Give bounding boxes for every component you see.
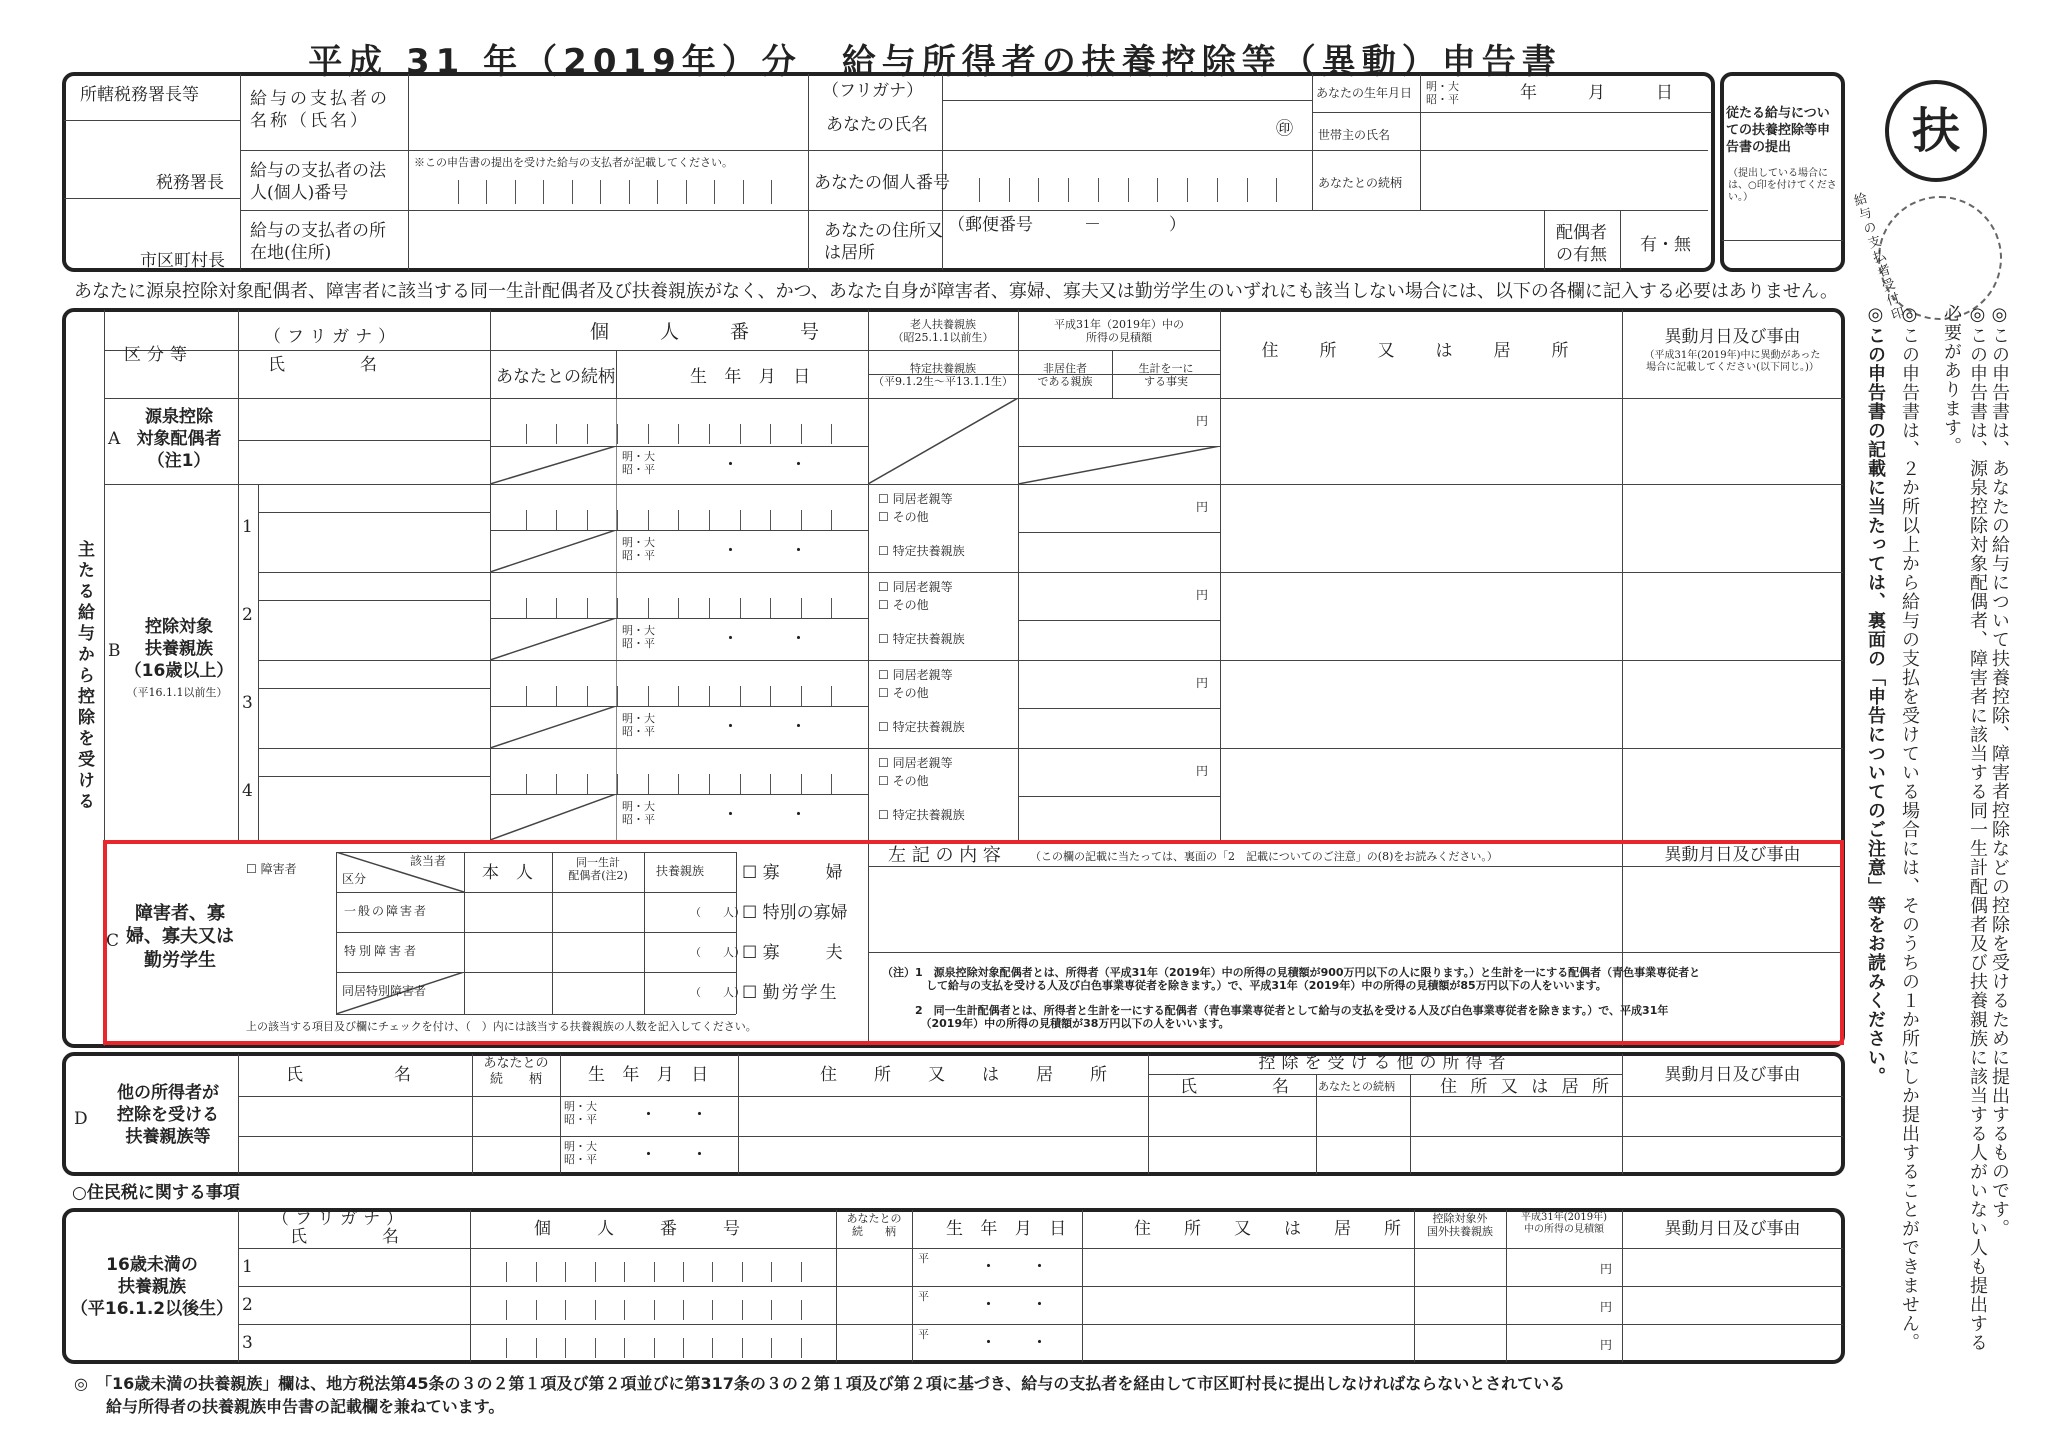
b2-specific[interactable]: ☐ 特定扶養親族 — [878, 632, 965, 646]
postal-code[interactable]: （郵便番号 － ） — [948, 215, 1186, 235]
birthday-ymd[interactable]: 年 月 日 — [1520, 83, 1673, 103]
d-date-1[interactable]: ・ ・ — [640, 1105, 708, 1125]
d-address: 住 所 又 は 居 所 — [820, 1065, 1117, 1085]
b4-date[interactable]: ・ ・ — [722, 805, 807, 825]
b3-other[interactable]: ☐ その他 — [878, 686, 929, 700]
b3-number[interactable] — [496, 686, 862, 706]
rt-number-2[interactable] — [478, 1300, 830, 1320]
c-note1: （注）1 源泉控除対象配偶者とは、所得者（平成31年（2019年）中の所得の見積額が900万円以下の人に限ります。）と生計を一にする配偶者（青色事業専従者と して給与の支払を受ける人及び白色事業専従者を除きます。）で、平成31年（2019年）中の所得の見積額が85万円以下の人をいいます。 — [882, 966, 1701, 993]
d-era-1[interactable]: 明・大 昭・平 — [564, 1100, 597, 1127]
col-birth: 生 年 月 日 — [690, 367, 817, 387]
b1-number[interactable] — [496, 510, 862, 530]
col-name: 氏 名 — [268, 355, 383, 375]
c-student[interactable]: ☐ 勤労学生 — [742, 983, 839, 1003]
c-note2: 2 同一生計配偶者とは、所得者と生計を一にする配偶者（青色事業専従者として給与の支払を受ける人及び白色事業専従者を除きます。）で、平成31年 （2019年）中の所得の見積額が38万円以下の人をいいます。 — [914, 1004, 1669, 1031]
your-address-label: あなたの住所又は居所 — [824, 221, 943, 264]
right-note-4: ◎この申告書の記載に当たっては、裏面の「申告についてのご注意」等をお読みください。 — [1865, 304, 1886, 1086]
row-a-letter: A — [108, 429, 121, 449]
rt-relation: あなたとの 続 柄 — [846, 1212, 902, 1239]
seal-mark: ㊞ — [1276, 119, 1293, 139]
highlight-frame — [103, 840, 1844, 1045]
b3-yen: 円 — [1196, 676, 1209, 690]
b3-elder[interactable]: ☐ 同居老親等 — [878, 668, 953, 682]
form-type-stamp: 扶 — [1885, 80, 1987, 182]
c-content-note: （この欄の記載に当たっては、裏面の「2 記載についてのご注意」の(8)をお読みください。） — [1030, 850, 1498, 863]
rt-row-2: 2 — [242, 1295, 253, 1315]
rt-row-3: 3 — [242, 1333, 253, 1353]
notice-top: あなたに源泉控除対象配偶者、障害者に該当する同一生計配偶者及び扶養親族がなく、かつ、あなた自身が障害者、寡婦、寡夫又は勤労学生のいずれにも該当しない場合には、以下の各欄に記入する必要はありません。 — [74, 281, 1838, 302]
col-elder: 老人扶養親族 （昭25.1.1以前生） — [892, 318, 994, 345]
era-select[interactable]: 明・大 昭・平 — [1426, 80, 1459, 107]
b-row-num-3: 3 — [242, 693, 253, 713]
rt-change: 異動月日及び事由 — [1664, 1219, 1801, 1239]
b1-elder[interactable]: ☐ 同居老親等 — [878, 492, 953, 506]
col-number: 個 人 番 号 — [590, 321, 836, 343]
householder-label: 世帯主の氏名 — [1318, 128, 1391, 142]
rt-era-1: 平 — [918, 1252, 929, 1265]
secondary-salary-note: （提出している場合には、○印を付けてください。） — [1728, 168, 1837, 203]
d-other-relation: あなたとの続柄 — [1318, 1080, 1395, 1093]
b3-specific[interactable]: ☐ 特定扶養親族 — [878, 720, 965, 734]
payer-number-boxes[interactable] — [430, 180, 800, 204]
d-other-address: 住 所 又 は 居 所 — [1440, 1077, 1614, 1097]
rt-date-1[interactable]: ・ ・ — [980, 1257, 1048, 1277]
row-a-yen: 円 — [1196, 414, 1209, 428]
rt-yen-1: 円 — [1600, 1262, 1613, 1276]
rt-address: 住 所 又 は 居 所 — [1134, 1219, 1409, 1239]
b4-era[interactable]: 明・大 昭・平 — [622, 800, 655, 827]
b1-date[interactable]: ・ ・ — [722, 541, 807, 561]
d-other-earner: 控除を受ける他の所得者 — [1258, 1053, 1512, 1073]
col-specific: 特定扶養親族 （平9.1.2生～平13.1.1生） — [873, 362, 1013, 389]
city-suffix: 市区町村長 — [140, 251, 225, 271]
c-persons-1[interactable]: （ 人） — [690, 906, 745, 919]
c-footer: 上の該当する項目及び欄にチェックを付け、（ ）内には該当する扶養親族の人数を記入してください。 — [246, 1020, 757, 1033]
row-a-era[interactable]: 明・大 昭・平 — [622, 450, 655, 477]
relation-label: あなたとの続柄 — [1318, 176, 1403, 190]
section-c-letter: C — [106, 931, 120, 951]
row-b-letter: B — [108, 641, 121, 661]
resident-tax-title: ○住民税に関する事項 — [72, 1183, 240, 1203]
your-number-boxes[interactable] — [950, 178, 1306, 202]
row-b-sub: （平16.1.1以前生） — [126, 686, 228, 699]
col-livelihood: 生計を一に する事実 — [1138, 362, 1194, 389]
rt-row-1: 1 — [242, 1257, 253, 1277]
c-general: 一般の障害者 — [344, 904, 429, 918]
furigana-label: （フリガナ） — [822, 81, 924, 101]
c-cohabit-special: 同居特別障害者 — [342, 984, 427, 998]
b1-specific[interactable]: ☐ 特定扶養親族 — [878, 544, 965, 558]
section-d-letter: D — [74, 1109, 88, 1129]
spouse-yes-no[interactable]: 有・無 — [1640, 235, 1691, 255]
c-dependent: 扶養親族 — [656, 864, 705, 878]
b1-other[interactable]: ☐ その他 — [878, 510, 929, 524]
col-income: 平成31年（2019年）中の 所得の見積額 — [1054, 318, 1184, 345]
b4-number[interactable] — [496, 774, 862, 794]
right-note-3: ◎この申告書は、２か所以上から給与の支払を受けている場合には、そのうちの１か所にしか提出することができません。 — [1899, 304, 1920, 1352]
secondary-salary-label: 従たる給与についての扶養控除等申告書の提出 — [1726, 106, 1831, 155]
c-persons-3[interactable]: （ 人） — [690, 986, 745, 999]
rt-yen-3: 円 — [1600, 1338, 1613, 1352]
b-row-num-1: 1 — [242, 517, 253, 537]
col-change-note: （平成31年(2019年)中に異動があった 場合に記載してください(以下同じ。)） — [1644, 350, 1821, 373]
b4-yen: 円 — [1196, 764, 1209, 778]
d-change: 異動月日及び事由 — [1664, 1065, 1801, 1085]
c-disabled-check[interactable]: ☐ 障害者 — [246, 862, 297, 876]
b2-elder[interactable]: ☐ 同居老親等 — [878, 580, 953, 594]
col-relation: あなたとの続柄 — [496, 367, 615, 387]
d-era-2[interactable]: 明・大 昭・平 — [564, 1140, 597, 1167]
office-label: 所轄税務署長等 — [80, 85, 199, 105]
spouse-label: 配偶者の有無 — [1556, 223, 1607, 266]
c-widow[interactable]: ☐ 寡 婦 — [742, 863, 847, 883]
b2-date[interactable]: ・ ・ — [722, 629, 807, 649]
your-name-label: あなたの氏名 — [826, 115, 928, 135]
birthday-label: あなたの生年月日 — [1316, 86, 1413, 100]
d-birth: 生 年 月 日 — [588, 1065, 715, 1085]
row-b-label: 控除対象 扶養親族 （16歳以上） — [124, 617, 234, 682]
c-content-title: 左 記 の 内 容 — [888, 845, 1001, 866]
row-a-date[interactable]: ・ ・ — [722, 455, 807, 475]
c-applicable: 該当者 — [410, 854, 447, 868]
rt-label: 16歳未満の 扶養親族 （平16.1.2以後生） — [70, 1255, 234, 1320]
b4-other[interactable]: ☐ その他 — [878, 774, 929, 788]
b2-other[interactable]: ☐ その他 — [878, 598, 929, 612]
footnote: ◎ 「16歳未満の扶養親族」欄は、地方税法第45条の３の２第１項及び第２項並びに第317条の３の２第１項及び第２項に基づき、給与の支払者を経由して市区町村長に提出しなければならないとされている 給与所得者の扶養親族申告書の記載欄を兼ねています。 — [74, 1374, 1566, 1417]
b1-era[interactable]: 明・大 昭・平 — [622, 536, 655, 563]
b1-yen: 円 — [1196, 500, 1209, 514]
col-nonresident: 非居住者 である親族 — [1037, 362, 1093, 389]
b3-date[interactable]: ・ ・ — [722, 717, 807, 737]
section-d-label: 他の所得者が 控除を受ける 扶養親族等 — [117, 1083, 219, 1148]
rt-date-3[interactable]: ・ ・ — [980, 1333, 1048, 1353]
b2-number[interactable] — [496, 598, 862, 618]
payer-number-label: 給与の支払者の法人(個人)番号 — [250, 161, 386, 204]
page-title: 平成 31 年（2019年）分 給与所得者の扶養控除等（異動）申告書 — [308, 42, 1562, 82]
rt-birth: 生 年 月 日 — [946, 1219, 1073, 1239]
rt-era-2: 平 — [918, 1290, 929, 1303]
your-number-label: あなたの個人番号 — [814, 173, 950, 193]
rt-number-1[interactable] — [478, 1262, 830, 1282]
col-change: 異動月日及び事由 — [1664, 327, 1801, 347]
rt-number: 個 人 番 号 — [534, 1219, 744, 1239]
rt-era-3: 平 — [918, 1328, 929, 1341]
c-kubun: 区分 — [342, 872, 367, 886]
right-note-1: ◎この申告書は、あなたの給与について扶養控除、障害者控除などの控除を受けるために提出するものです。 — [1989, 304, 2010, 1238]
payer-number-note: ※この申告書の提出を受けた給与の支払者が記載してください。 — [414, 156, 733, 169]
b2-yen: 円 — [1196, 588, 1209, 602]
b-row-num-2: 2 — [242, 605, 253, 625]
col-kubun: 区分等 — [124, 345, 193, 365]
rt-date-2[interactable]: ・ ・ — [980, 1295, 1048, 1315]
row-a-label: 源泉控除 対象配偶者 （注1） — [136, 407, 222, 472]
d-date-2[interactable]: ・ ・ — [640, 1145, 708, 1165]
c-self: 本 人 — [482, 863, 533, 883]
rt-yen-2: 円 — [1600, 1300, 1613, 1314]
payer-address-label: 給与の支払者の所在地(住所) — [250, 221, 386, 264]
d-name: 氏 名 — [286, 1065, 421, 1085]
c-same-spouse: 同一生計 配偶者(注2) — [568, 856, 628, 883]
tax-office-suffix: 税務署長 — [156, 173, 224, 193]
payer-name-label: 給与の支払者の名称（氏名） — [250, 89, 390, 132]
right-note-2: ◎この申告書は、源泉控除対象配偶者、障害者に該当する同一生計配偶者及び扶養親族に該当する人がいない人も提出する必要があります。 — [1941, 304, 1988, 1352]
c-special-widow[interactable]: ☐ 特別の寡婦 — [742, 903, 848, 923]
c-widower[interactable]: ☐ 寡 夫 — [742, 943, 847, 963]
c-special: 特別障害者 — [344, 944, 420, 958]
c-change: 異動月日及び事由 — [1664, 845, 1801, 865]
b4-specific[interactable]: ☐ 特定扶養親族 — [878, 808, 965, 822]
receipt-seal-label: 給与の支払者受付印 — [1849, 190, 1906, 325]
main-side-label: 主たる給与から控除を受ける — [74, 540, 94, 813]
b3-era[interactable]: 明・大 昭・平 — [622, 712, 655, 739]
col-furigana: （フリガナ） — [264, 327, 402, 347]
rt-furigana: （フリガナ） — [272, 1209, 410, 1229]
d-other-name: 氏 名 — [1180, 1077, 1295, 1097]
b2-era[interactable]: 明・大 昭・平 — [622, 624, 655, 651]
col-address: 住 所 又 は 居 所 — [1261, 341, 1581, 361]
rt-name: 氏 名 — [290, 1227, 405, 1247]
b-row-num-4: 4 — [242, 781, 253, 801]
rt-number-3[interactable] — [478, 1338, 830, 1358]
rt-income: 平成31年(2019年) 中の所得の見積額 — [1521, 1212, 1607, 1235]
row-a-number[interactable] — [496, 424, 862, 444]
b4-elder[interactable]: ☐ 同居老親等 — [878, 756, 953, 770]
rt-foreign: 控除対象外 国外扶養親族 — [1427, 1212, 1493, 1239]
c-persons-2[interactable]: （ 人） — [690, 946, 745, 959]
section-c-label: 障害者、寡 婦、寡夫又は 勤労学生 — [126, 903, 234, 971]
d-relation: あなたとの 続 柄 — [483, 1056, 549, 1087]
